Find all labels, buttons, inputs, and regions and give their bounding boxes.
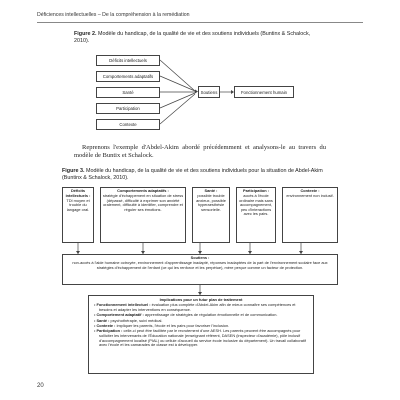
- figure-3-col-participation: [236, 187, 276, 243]
- plan-item: • Fonctionnement intellectuel : évaluation plus complète d'Abdel-Akim afin de mieux connaître ses compétences et besoins et adapter les interventions en conséquence.: [94, 302, 296, 312]
- col-comportements-title: Comportements adaptatifs :: [117, 188, 169, 193]
- figure-2-box-participation: Participation: [96, 103, 160, 114]
- soutiens-text: non-accès à l'aide humaine octroyée, environnement d'apprentissage inadapté, réponses inadaptées de la part de l'environnement scolaire face aux stratégies d'échappement de l'enfant (ce qui les renforce et les perpétue), mère perçue comme un facteur de protection.: [72, 260, 328, 270]
- plan-item-label: Contexte :: [96, 322, 116, 328]
- plan-item-label: Santé :: [96, 317, 110, 323]
- plan-item: • Participation : celle-ci peut être facilitée par le recrutement d'une AESH. Les parents peuvent être accompagnés pour solliciter les intervenants de l'Éducation nationale (enseignant référent, DASEN (inspecteur d'académie), pôle inclusif d'accompagnement localisé (PIAL) ou cellule d'accueil du service école inclusive du département). Un travail collaboratif avec l'école et les camarades de classe est à développer.: [94, 328, 306, 348]
- page-number: 20: [37, 383, 44, 389]
- plan-item: • Contexte : impliquer les parents, l'école et les pairs pour favoriser l'inclusion.: [94, 322, 230, 328]
- figure-3-col-sante: [192, 187, 230, 243]
- col-participation-text: accès à l'école ordinaire mais sans accompagnement, peu d'interactions avec les pairs.: [239, 193, 273, 217]
- body-paragraph: Reprenons l'exemple d'Abdel-Akim abordé précédemment et analysons-le au travers du modèle de Buntix et Schalock.: [74, 144, 326, 159]
- plan-item: • Comportement adaptatif : apprentissage de stratégies de régulation émotionnelle et de communication.: [94, 312, 278, 318]
- col-deficits-title: Déficits intellectuels :: [65, 188, 91, 198]
- plan-item-text: apprentissage de stratégies de régulation émotionnelle et de communication.: [144, 312, 278, 318]
- figure-2-caption-text: Modèle du handicap, de la qualité de vie et des soutiens individuels (Buntinx & Schalock, 2010).: [74, 31, 311, 44]
- plan-item: • Santé : psychothérapie, suivi médical.: [94, 317, 163, 323]
- figure-3-soutiens-box: [62, 254, 338, 285]
- col-contexte-title: Contexte :: [300, 188, 320, 193]
- col-sante-text: possible trouble anxieux, possible hyperaesthésie sensorielle.: [196, 193, 226, 212]
- figure-2-box-fonctionnement: Fonctionnement humain: [234, 86, 294, 98]
- col-contexte-text: environnement non inclusif.: [286, 193, 334, 199]
- col-participation-title: Participation :: [243, 188, 269, 193]
- figure-2-box-sante: Santé: [96, 87, 160, 98]
- figure-2-box-contexte: Contexte: [96, 119, 160, 130]
- col-deficits-text: TDI moyen et trouble du langage oral.: [66, 197, 90, 212]
- figure-2-label: Figure 2.: [74, 31, 97, 37]
- plan-item-text: psychothérapie, suivi médical.: [110, 317, 163, 323]
- figure-3-plan-box: [88, 295, 314, 374]
- figure-2-box-deficits: Déficits intellectuels: [96, 55, 160, 66]
- figure-2-box-soutiens: Soutiens: [198, 86, 220, 98]
- soutiens-title: Soutiens :: [190, 255, 210, 260]
- plan-item-text: impliquer les parents, l'école et les pairs pour favoriser l'inclusion.: [116, 322, 230, 328]
- plan-item-text: celle-ci peut être facilitée par le recrutement d'une AESH. Les parents peuvent être accompagnés pour solliciter les intervenants de l'Éducation nationale (enseignant référent, DASEN (inspecteur d'académie), pôle inclusif d'accompagnement localisé (PIAL) ou cellule d'accueil du service école inclusive du département). Un travail collaboratif avec l'école et les camarades de classe est à développer.: [99, 328, 306, 348]
- running-head: Déficiences intellectuelles – De la compréhension à la remédiation: [37, 12, 190, 18]
- figure-3-col-contexte: [282, 187, 338, 243]
- plan-item-text: évaluation plus complète d'Abdel-Akim afin de mieux connaître ses compétences et besoins et adapter les interventions en conséquence.: [99, 302, 296, 312]
- plan-item-label: Comportement adaptatif :: [96, 312, 144, 318]
- figure-3-caption-text: Modèle du handicap, de la qualité de vie et des soutiens individuels pour la situation de Abdel-Akim (Buntinx & Schalock, 2010).: [62, 168, 323, 181]
- col-sante-title: Santé :: [204, 188, 218, 193]
- plan-item-label: Participation :: [96, 328, 123, 334]
- plan-item-label: Fonctionnement intellectuel :: [96, 302, 151, 308]
- plan-title: Implications pour un futur plan de traitement: [159, 296, 243, 302]
- figure-3-label: Figure 3.: [62, 168, 85, 174]
- figure-3-col-comportements: [100, 187, 186, 243]
- figure-2-box-comportements: Comportements adaptatifs: [96, 71, 160, 82]
- figure-3-col-deficits: [62, 187, 94, 243]
- col-comportements-text: stratégie d'échappement en situation de stress (dépassé, difficulté à exprimer son anxiété oralement, difficulté à identifier, comprendre et réguler ses émotions.: [102, 193, 184, 212]
